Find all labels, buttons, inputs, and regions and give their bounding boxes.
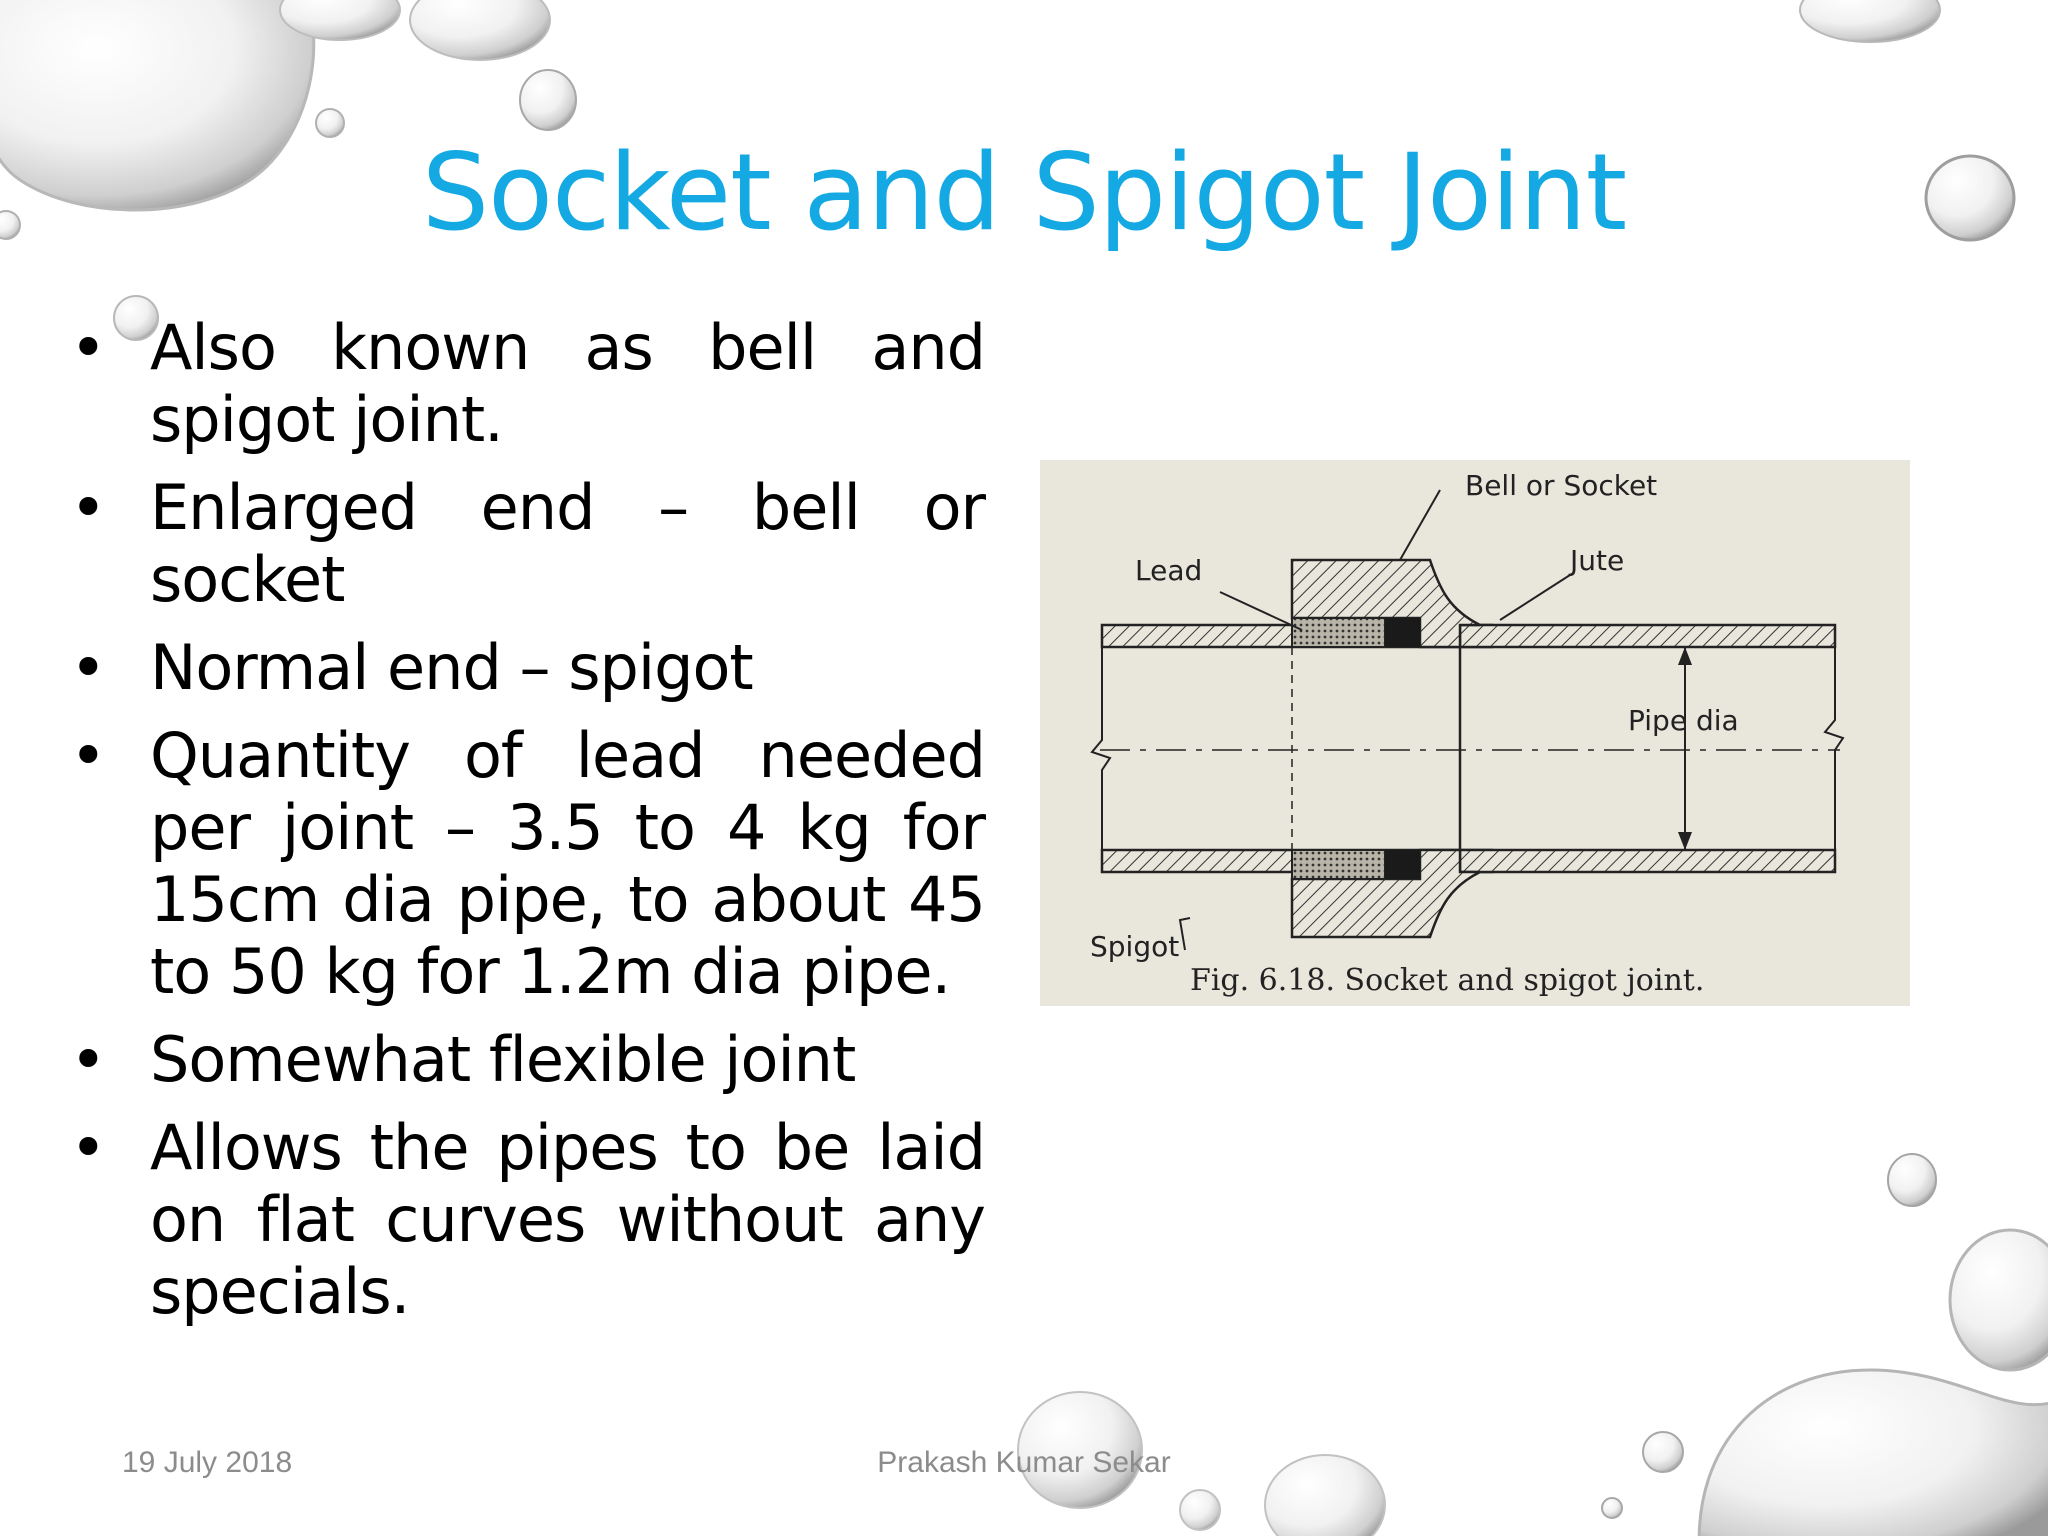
bullet-list xyxy=(70,311,985,1344)
bullet-text: Somewhat flexible joint xyxy=(150,1023,856,1096)
footer-author: Prakash Kumar Sekar xyxy=(877,1446,1171,1479)
slide-title: Socket and Spigot Joint xyxy=(421,131,1627,254)
bullet-marker: • xyxy=(70,471,106,544)
bullet-marker: • xyxy=(70,719,106,792)
socket-pipe-wall-top xyxy=(1460,625,1835,647)
bell-or-socket-label: Bell or Socket xyxy=(1465,469,1658,502)
pipe-dia-label: Pipe dia xyxy=(1628,704,1739,737)
lead-label: Lead xyxy=(1135,554,1203,587)
bullet-text: Quantity of lead needed per joint – 3.5 to 4 kg for 15cm dia pipe, to about 45 to 50 kg for 1.2m dia pipe. xyxy=(150,719,985,1008)
figure-caption: Fig. 6.18. Socket and spigot joint. xyxy=(1190,963,1705,998)
lead-fill-bottom xyxy=(1292,850,1385,879)
jute-top xyxy=(1385,618,1420,647)
bullet-item xyxy=(70,311,985,456)
lead-fill-top xyxy=(1292,618,1385,647)
socket-pipe-wall-bottom xyxy=(1460,850,1835,872)
bullet-item xyxy=(70,1023,985,1096)
bullet-marker: • xyxy=(70,311,106,384)
bullet-text: Also known as bell and spigot joint. xyxy=(150,311,985,456)
jute-bottom xyxy=(1385,850,1420,879)
bullet-text: Allows the pipes to be laid on flat curves without any specials. xyxy=(150,1111,985,1328)
footer-date: 19 July 2018 xyxy=(122,1446,293,1479)
spigot-label: Spigot xyxy=(1090,930,1180,963)
bullet-marker: • xyxy=(70,631,106,704)
bullet-text: Enlarged end – bell or socket xyxy=(150,471,985,616)
bullet-marker: • xyxy=(70,1023,106,1096)
socket-spigot-diagram xyxy=(1040,460,1910,1006)
joint-diagram-figure xyxy=(1040,460,1910,1006)
bullet-item xyxy=(70,719,985,1008)
bullet-marker: • xyxy=(70,1111,106,1184)
bullet-item xyxy=(70,471,985,616)
bullet-item xyxy=(70,631,985,704)
jute-label: Jute xyxy=(1570,544,1625,577)
bullet-item xyxy=(70,1111,985,1328)
bullet-text: Normal end – spigot xyxy=(150,631,753,704)
